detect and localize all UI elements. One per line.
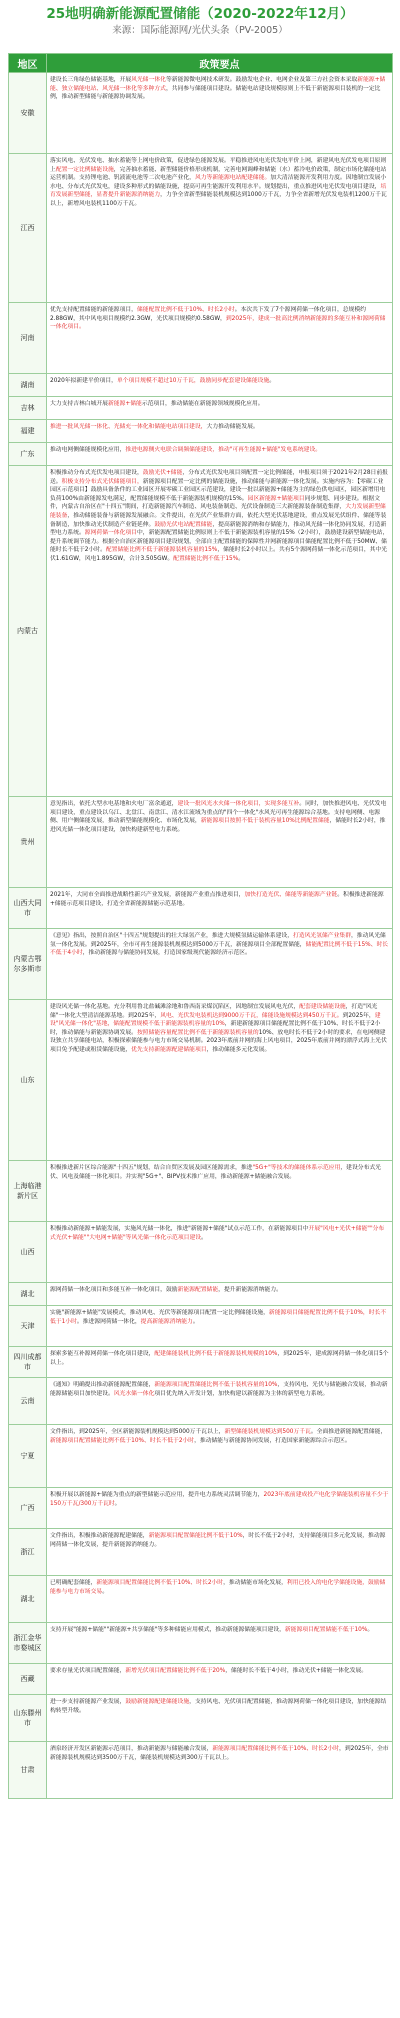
policy-text: 探索多能互补源网荷储一体化项目建设， [50, 1351, 155, 1357]
highlighted-policy-text: 单个项目规模不超过10万千瓦，鼓励同步配套建设储能设施 [116, 378, 270, 384]
document-source: 来源：国际能源网/光伏头条（PV-2005） [112, 25, 288, 36]
policy-text: 加大清洁能源开发利用力度。因地制宜发展小水电、分布式光伏发电，建设多种形式的储能设施，提高可再生能源开发利用水平。 [50, 175, 387, 190]
region-cell: 湖南 [9, 374, 47, 397]
highlighted-policy-text: 新能源项目按照不低于装机容量10%比例配置储能 [200, 818, 330, 825]
policy-text: ，完善抽水蓄能、新型储能价格形成机制，完善电网调峰和储能（水）蓄冷电价政策，制定市场化储能电站运营机制。 [50, 166, 387, 182]
policy-cell [47, 303, 393, 374]
table-row [9, 1488, 393, 1529]
policy-text: ，推动风光储氢一体化发展。 [50, 933, 386, 948]
region-cell: 内蒙古鄂尔多斯市 [9, 929, 47, 1000]
policy-cell [47, 466, 393, 797]
policy-text: 中，新能源配置储能比例原则上不低于新能源装机容量的15%（2小时），鼓励建设新型储能电站，提升系统调节能力。 [50, 530, 389, 545]
policy-text: 建设风光储一体化基地。充分利用鲁北盐碱滩涂地和鲁西南采煤沉陷区，因地制宜发展风电光伏， [50, 1004, 300, 1010]
region-cell: 安徽 [9, 73, 47, 154]
policy-text: 新能源项目配置一定比例的储能设施，推动储能与新能源一体化发展。 [142, 478, 323, 485]
highlighted-policy-text: 储能配置比例不低于10%、时长2小时 [136, 307, 235, 313]
table-row [9, 466, 393, 797]
table-row [9, 1161, 393, 1222]
policy-text: 要求存量光伏项目配置储能， [50, 1668, 126, 1674]
highlighted-policy-text: 源网荷储一体化项目 [84, 530, 137, 537]
highlighted-policy-text: 提高新能源消纳能力 [140, 1318, 193, 1325]
highlighted-policy-text: 新能源项目配置储能比例不低于装机容量的10% [154, 1382, 278, 1388]
highlighted-policy-text: 新能源项目配置储能不低于10% [284, 1627, 368, 1633]
highlighted-policy-text: 配置一定比例储能设施 [55, 166, 114, 173]
highlighted-policy-text: 配置储能比例不低于15% [173, 555, 239, 562]
policy-text: 。 [192, 1318, 199, 1325]
policy-text: 等新能源微电网技术研发。 [165, 77, 236, 83]
policy-text: 。同时，加快推进风电、光伏发电项目建设，重点建设以乌江、北盘江、南盘江、清水江流域为重点的"四个一体化"水风光可再生能源综合基地。 [50, 801, 387, 816]
policy-text: ，储能时长2小时，推进风光储一体化项目建设，加快构建新型电力系统。 [50, 818, 386, 833]
policy-text: 。 [201, 1234, 207, 1241]
table-row [9, 1623, 393, 1664]
policy-text: 酒泉经济开发区新能源示范项目，推动新能源与储能融合发展， [50, 1746, 213, 1752]
policy-text: 。 [238, 555, 245, 562]
policy-text: 2023年底前并网的海上风电项目，2025年底前并网的漂浮式海上光伏项目免予配建或租赁储能设施， [50, 1038, 387, 1053]
policy-text: 。积极推进新能源+储能示范项目建设，打造全省新能源储能示范基地。 [50, 892, 384, 907]
policy-text: 已明确配套储能， [50, 1580, 97, 1586]
highlighted-policy-text: 鼓励光伏电站配置储能 [154, 521, 213, 528]
policy-cell [47, 1529, 393, 1576]
table-row [9, 1695, 393, 1742]
column-header-region: 地区 [9, 54, 47, 73]
policy-text: ，到2025年，建成源网荷储一体化项目5个以上。 [50, 1351, 389, 1366]
policy-text: ，建设分布式光伏、风电及储能一体化项目。 [50, 1165, 381, 1180]
policy-text: 同步规划、同步建设。 [304, 495, 363, 502]
region-cell: 云南 [9, 1378, 47, 1425]
policy-text: 进一步支持新能源产业发展， [50, 1699, 126, 1705]
policy-text: 积极推动分布式光伏发电项目建设， [50, 470, 143, 476]
policy-text: ，推动新能源与储能协同发展，打造国家级现代能源经济示范区。 [82, 950, 251, 957]
highlighted-policy-text: 新能源项目配置储能比例不低于10%、时长2小时 [212, 1746, 340, 1752]
highlighted-policy-text: 新能源项目配置储能比例不低于10%、时长不低于2小时 [50, 1437, 195, 1444]
table-row [9, 1222, 393, 1283]
highlighted-policy-text: 鼓励新能源配建储能设施 [125, 1699, 190, 1705]
policy-text: ，提高新能源消纳和存储能力，推动风光储一体化协同发展，打造新型电力系统。 [50, 521, 387, 537]
table-row [9, 888, 393, 929]
highlighted-policy-text: 新能源+储能 [107, 401, 142, 407]
highlighted-policy-text: 建设一批风光水火储一体化项目，实现多能互补 [177, 801, 300, 807]
highlighted-policy-text: 新能源配置储能 [177, 1287, 219, 1293]
policy-text: 优先支持配置储能的新能源项目， [50, 307, 137, 313]
region-cell: 湖北 [9, 1576, 47, 1623]
policy-text: 示范项目，推动储能在新能源领域规模化应用。 [141, 401, 264, 407]
highlighted-policy-text: 利用已投入的电化学储能设施，鼓励储能参与电力市场交易 [50, 1580, 386, 1595]
policy-text: ，储能时长不低于4小时，推动光伏+储能一体化发展。 [225, 1668, 368, 1674]
region-cell: 广西 [9, 1488, 47, 1529]
policy-text: 支持锂电池、钒液流电池等二次电池产业化， [79, 175, 195, 182]
policy-cell [47, 1161, 393, 1222]
table-row [9, 374, 393, 397]
region-cell: 天津 [9, 1306, 47, 1347]
policy-cell [47, 154, 393, 303]
policy-text: ，推动储能与新能源协同发展，打造国家新能源综合示范区。 [194, 1437, 351, 1444]
document-header [0, 0, 400, 53]
policy-text: 到2025年，全市可再生能源装机规模达到5000万千瓦，新能源项目全部配置储能， [90, 941, 306, 948]
highlighted-policy-text: 培育发展新型储能，显著提升新能源消纳能力 [50, 183, 387, 199]
highlighted-policy-text: 储能配置比例不低于15%、时长不低于4小时 [50, 941, 389, 957]
policy-text: 《通知》明确提出推动新能源配置储能， [50, 1382, 155, 1388]
table-row [9, 1378, 393, 1425]
policy-text: ，新建新能源项目储能配置比例不低于10%、时长不低于2小时，推动储能与新能源协调发展。 [50, 1021, 381, 1036]
table-row [9, 397, 393, 420]
policy-text: ，支持风电、光伏与储能融合发展，推动新能源储能项目加快建设。 [50, 1382, 388, 1397]
policy-text: 支持开展"能源+储能""新能源+共享储能"等多种储能应用模式，推动新能源储能项目建设， [50, 1627, 285, 1633]
region-cell: 西藏 [9, 1664, 47, 1695]
policy-text: 根据全自治区新能源项目建设规划，全部自主配置储能的保障性并网新能源项目储能配置比例不低于50MW、储能时长不低于2小时。 [50, 538, 387, 554]
policy-cell [47, 1742, 393, 1799]
policy-text: 共有5个源网荷储一体化示范项目，其中光伏1.61GW，风电1.895GW，合计3.505GW。 [50, 547, 388, 562]
policy-text: 到2025年， [128, 1012, 161, 1019]
region-cell: 江西 [9, 154, 47, 303]
table-row [9, 1347, 393, 1378]
policy-text: 意见指出，依托大型水电基地和火电厂富余通道， [50, 801, 178, 807]
policy-cell [47, 1347, 393, 1378]
policy-text: 积极推动新能源+储能发展，实施风光储一体化，推进"新能源+储能"试点示范工作，在新能源项目中 [50, 1226, 309, 1232]
highlighted-policy-text: 新能源项目配置储能比例不低于10%、时长2小时 [96, 1580, 224, 1586]
region-cell: 甘肃 [9, 1742, 47, 1799]
policy-text: ，分布式光伏发电项目须配置一定比例储能，申报项目须于2021年2月28日前报送。 [50, 470, 388, 485]
highlighted-policy-text: 风力等新能源电站配建储能。 [194, 175, 271, 182]
policy-text: 积极推进新片区综合能源"十四五"规划，结合自贸区发展及园区能源需求，推进 [50, 1165, 253, 1171]
policy-cell [47, 797, 393, 888]
highlighted-policy-text: 配置储能比例不低于新能源装机容量的15% [105, 547, 218, 554]
policy-text: 鼓励发电企业、电网企业及第三方社会资本采取 [235, 77, 358, 83]
highlighted-policy-text: 园区新能源+储能项目 [247, 495, 305, 502]
policy-text: ，共同参与储能项目建设。储能电站建设规模原则上不低于新能源项目装机的一定比例，推动新型储能与新能源协调发展。 [50, 85, 381, 101]
policy-text: 。本次共下发了7个源网荷储一体化项目，总规模约2.88GW，其中风电项目规模约2.3GW，光伏项目规模约0.58GW， [50, 307, 366, 322]
policy-text: 。全面推进新能源配置储能， [310, 1429, 387, 1435]
policy-cell [47, 1576, 393, 1623]
table-body [9, 73, 393, 1799]
policy-cell [47, 1283, 393, 1306]
policy-cell [47, 1695, 393, 1742]
region-cell: 山西 [9, 1222, 47, 1283]
table-row [9, 1742, 393, 1799]
region-cell: 四川成都市 [9, 1347, 47, 1378]
policy-text: ，储能时长2小时以上。 [217, 547, 279, 554]
region-cell: 内蒙古 [9, 466, 47, 797]
table-row [9, 1576, 393, 1623]
policy-cell [47, 1425, 393, 1488]
region-cell: 上海临港新片区 [9, 1161, 47, 1222]
policy-cell [47, 1222, 393, 1283]
highlighted-policy-text: 新型储能装机规模达到500万千瓦 [224, 1429, 311, 1435]
policy-text: 2020年拟新建平价项目， [50, 378, 117, 384]
table-row [9, 1664, 393, 1695]
region-cell: 广东 [9, 443, 47, 466]
policy-cell [47, 443, 393, 466]
policy-text: 。推进源网荷储一体化， [76, 1318, 141, 1325]
table-row [9, 154, 393, 303]
policy-text: 《意见》指出，按照自治区"十四五"规划提出的壮大绿氢产业，推进大规模氢储运输体系建设， [50, 933, 294, 939]
highlighted-policy-text: 新增光伏项目配置储能比例不低于20% [125, 1668, 226, 1674]
policy-text: 。 [102, 1588, 108, 1595]
table-row [9, 797, 393, 888]
policy-text: 根据文件，内蒙古自治区在"十四五"期间，打造新能源汽车制造、风电装备制造、光伏设备制造三大新能源装备制造集群， [50, 495, 380, 511]
policy-cell [47, 888, 393, 929]
highlighted-policy-text: 新能源项目储能配置比例不低于10%，时长不低于1小时 [50, 1310, 387, 1325]
region-cell: 山西大同市 [9, 888, 47, 929]
policy-cell [47, 1000, 393, 1161]
policy-text: ，时长不低于2小时，支持储能项目多元化发展，推动源网荷储一体化发展，提升新能源消纳能力。 [50, 1533, 386, 1548]
table-row [9, 420, 393, 443]
highlighted-policy-text: 建设"风光储一体化"基地，储能配置规模不低于新能源装机容量的10% [50, 1012, 381, 1028]
region-cell: 浙江 [9, 1529, 47, 1576]
policy-text: ，推动储能装备与新能源发展融合。 [67, 512, 161, 519]
policy-cell [47, 73, 393, 154]
policy-text: 落实风电、光伏发电、抽水蓄能等上网电价政策，促进绿色能源发展。平稳推进风电光伏发电平价上网，新建风电光伏发电项目原则上 [50, 158, 387, 173]
highlighted-policy-text: 推进电源侧火电联合调频储能建设，推动"可再生能源+储能"发电系统建设。 [125, 447, 322, 453]
region-cell: 宁夏 [9, 1425, 47, 1488]
highlighted-policy-text: 到2025年，建成一批高比例消纳新能源的多能互补和源网荷储一体化项目。 [50, 315, 386, 331]
region-cell: 河南 [9, 303, 47, 374]
table-row [9, 1283, 393, 1306]
region-cell: 山东 [9, 1000, 47, 1161]
highlighted-policy-text: 配套建设储能设施 [299, 1004, 346, 1010]
policy-text: 文件指出，到2025年，全区新能源装机规模达到5000万千瓦以上， [50, 1429, 225, 1435]
region-cell: 湖北 [9, 1283, 47, 1306]
policy-text: 源网荷储一体化项目和多能互补一体化项目，鼓励 [50, 1287, 178, 1293]
policy-cell [47, 1378, 393, 1425]
policy-text: 2021年，大同市全面推进战略性新兴产业发展，新能源产业重点推进项目， [50, 892, 245, 898]
highlighted-policy-text: 开展"风电+光伏+储能""分布式光伏+储能""大电网+储能"等风光储一体化示范项目建设 [50, 1226, 385, 1241]
table-row [9, 1306, 393, 1347]
highlighted-policy-text: 打造风光氢储产业集群 [293, 933, 351, 939]
highlighted-policy-text: 加快打造光伏、储能等新能源产业链 [244, 892, 338, 898]
highlighted-policy-text: 鼓励光伏+储能 [142, 470, 183, 476]
policy-text: 到2025年， [342, 1012, 375, 1019]
policy-text: 推动电网侧储能规模化应用， [50, 447, 126, 453]
policy-text: ，提升新能源消纳能力。 [218, 1287, 282, 1293]
policy-text: ，打造"风光储"一体化大型清洁能源基地。 [50, 1004, 378, 1019]
highlighted-policy-text: 积极支持分布式光伏储能项目， [61, 478, 143, 485]
policy-text: 支持电网侧、电源侧、用户侧储能发展，推动新型储能规模化、市场化发展， [50, 809, 380, 825]
table-row [9, 443, 393, 466]
policy-text: ，力争全省新型储能装机规模达到1000万千瓦，力争全省新增光伏发电装机1200万千瓦以上，新增风电装机1100万千瓦。 [50, 192, 387, 207]
highlighted-policy-text: 风电、光伏发电装机达到9000万千瓦，储能设施规模达到450万千瓦。 [160, 1012, 343, 1019]
policy-cell [47, 1664, 393, 1695]
policy-text: 10%、放电时长不低于2小时的要求，在电网侧建设独立共享储能电站，积极探索储能参与电力市场交易机制。 [50, 1029, 386, 1045]
policy-text: ，到2025年，全市新能源装机规模达到3500万千瓦，储能装机规模达到300万千瓦以上。 [50, 1746, 389, 1761]
region-cell: 吉林 [9, 397, 47, 420]
column-header-policy: 政策要点 [47, 54, 393, 73]
policy-text: ，支持风电、光伏项目配置储能，推动源网荷储一体化项目建设，加快能源结构转型升级。 [50, 1699, 387, 1714]
policy-cell [47, 374, 393, 397]
region-cell: 浙江金华市婺城区 [9, 1623, 47, 1664]
table-row [9, 1000, 393, 1161]
region-cell: 山东滕州市 [9, 1695, 47, 1742]
highlighted-policy-text: 风光水储一体化 [113, 1390, 155, 1397]
policy-text: 项目优先纳入开发计划，加快构建以新能源为主体的新型电力系统。 [154, 1390, 329, 1397]
highlighted-policy-text: 配建储能装机比例不低于新能源装机规模的10% [154, 1351, 278, 1357]
table-row [9, 1529, 393, 1576]
highlighted-policy-text: 新能源+储能、独立储能电站、风光储一体化等多种方式 [50, 77, 386, 92]
document-title: 25地明确新能源配置储能（2020-2022年12月） [46, 6, 354, 22]
highlighted-policy-text: 2023年底前建成投产电化学储能装机容量不少于150万千瓦/300万千瓦时 [50, 1492, 389, 1507]
policy-text: 实施"新能源+储能"发展模式，推动风电、光伏等新能源项目配置一定比例储能设施， [50, 1310, 269, 1316]
highlighted-policy-text: "5G+"等技术的储能体系示范应用 [252, 1165, 341, 1171]
policy-cell [47, 929, 393, 1000]
region-cell: 贵州 [9, 797, 47, 888]
policy-cell [47, 397, 393, 420]
table-row [9, 303, 393, 374]
policy-cell [47, 1488, 393, 1529]
policy-cell [47, 1623, 393, 1664]
policy-text: 规划提出，重点推进风电光伏发电项目建设， [264, 183, 381, 190]
policy-text: 实施内容为：【零碳工业园区示范项目】鼓励具备条件的工业园区开展零碳工业园区示范建设，建设一批以新能源+储能为主的绿色供电园区，园区新增用电负荷100%由新能源发电满足，配置储能规模不低于新能源装机规模的15%。 [50, 478, 386, 502]
policy-text: 大力支持吉林白城开展 [50, 401, 108, 407]
highlighted-policy-text: 大力发展新型储能装备 [50, 504, 386, 519]
policy-text: 。 [367, 1627, 374, 1633]
policy-text: 大力推动储能发展。 [206, 424, 259, 430]
highlighted-policy-text: 优先支持新能源配建储能项目 [131, 1046, 207, 1053]
table-header-row [9, 54, 393, 73]
policy-table [8, 53, 393, 1799]
policy-text: 建设长三角绿色储能基地，开展 [50, 77, 132, 83]
policy-text: 。 [269, 378, 276, 384]
policy-text: 并实现"5G+"、BIPV技术推广应用，推动新能源+储能融合发展。 [125, 1173, 296, 1180]
region-cell: 福建 [9, 420, 47, 443]
highlighted-policy-text: 风光储一体化 [131, 77, 166, 83]
policy-text: ，推动储能多元化发展。 [206, 1046, 271, 1053]
policy-cell [47, 420, 393, 443]
highlighted-policy-text: 按照储能容量配置比例不低于新能源装机容量的 [136, 1029, 259, 1036]
policy-text: 文件提出，在光伏产业集群方面，依托大型光伏基地建设，重点发展光伏组件、储能等装备制造，加快推动光伏制造产业链延伸。 [50, 512, 387, 528]
policy-text: ，推动储能市场化发展， [223, 1580, 287, 1586]
policy-cell [47, 1306, 393, 1347]
table-row [9, 73, 393, 154]
policy-text: 。 [114, 1500, 121, 1507]
policy-text: 积极开展以新能源+储能为重点的新型储能示范应用，提升电力系统灵活调节能力， [50, 1492, 264, 1498]
highlighted-policy-text: 新能源项目配置储能比例不低于10% [148, 1533, 243, 1539]
table-row [9, 929, 393, 1000]
table-row [9, 1425, 393, 1488]
policy-text: 文件指出，积极推动新能源配建储能， [50, 1533, 149, 1539]
highlighted-policy-text: 推进一批风光储一体化、光储充一体化和储能电站项目建设， [50, 424, 207, 430]
